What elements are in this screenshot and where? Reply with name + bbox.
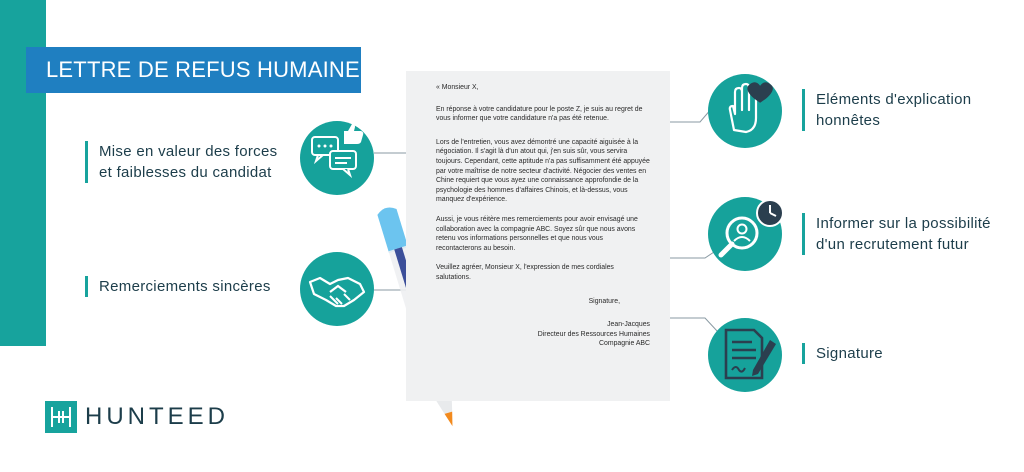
chat-thumbs-up-icon bbox=[300, 121, 374, 195]
logo-text: HUNTEED bbox=[85, 403, 230, 430]
letter-signatory bbox=[436, 320, 650, 349]
document-pen-icon bbox=[708, 318, 782, 392]
label-signature: Signature bbox=[802, 343, 883, 364]
hand-circle bbox=[708, 74, 782, 148]
signatory-company: Compagnie ABC bbox=[599, 340, 650, 348]
chat-circle bbox=[300, 121, 374, 195]
letter-greeting: « Monsieur X, bbox=[436, 84, 479, 91]
magnifier-person-clock-icon bbox=[708, 197, 782, 271]
letter-paragraph-2: Lors de l'entretien, vous avez démontré une capacité aiguisée à la négociation. Il s'agit là d'un atout qui, j'en suis sûr, vous servira toujours. Cependant, cette aptitude n'a pas suffisamment été appuyée par votre maîtrise de notre secteur d'activité. Négocier des ventes en Chine requiert que vous ayez une connaissance approfondie de la psychologie des hommes d'affaires Chinois, et là-dessus, vous manquez d'expérience. bbox=[436, 138, 650, 204]
letter-paragraph-3: Aussi, je vous réitère mes remerciements pour avoir envisagé une collaboration avec la compagnie ABC. Soyez sûr que nous avons retenu vos informations personnelles et que nous vous recontacterons au besoin. bbox=[436, 215, 638, 252]
document-circle bbox=[708, 318, 782, 392]
letter-paper bbox=[406, 71, 670, 401]
signatory-role: Directeur des Ressources Humaines bbox=[537, 330, 650, 338]
label-explication: Eléments d'explication honnêtes bbox=[802, 89, 971, 131]
letter-paragraph-4: Veuillez agréer, Monsieur X, l'expression de mes cordiales salutations. bbox=[436, 264, 614, 281]
page-title: LETTRE DE REFUS HUMAINE bbox=[46, 57, 360, 82]
label-thanks: Remerciements sincères bbox=[85, 276, 271, 297]
signatory-name: Jean-Jacques bbox=[607, 321, 650, 329]
label-forces: Mise en valeur des forces et faiblesses du candidat bbox=[85, 141, 277, 183]
handshake-circle bbox=[300, 252, 374, 326]
hunteed-logo-icon bbox=[45, 401, 77, 433]
label-futur: Informer sur la possibilité d'un recrutement futur bbox=[802, 213, 991, 255]
letter-signature-line: Signature, bbox=[588, 297, 620, 305]
handshake-icon bbox=[300, 252, 374, 326]
search-circle bbox=[708, 197, 782, 271]
hunteed-logo bbox=[45, 401, 229, 433]
letter-paragraph-1: En réponse à votre candidature pour le poste Z, je suis au regret de vous informer que votre candidature n'a pas été retenue. bbox=[436, 105, 643, 123]
hand-heart-icon bbox=[708, 74, 782, 148]
